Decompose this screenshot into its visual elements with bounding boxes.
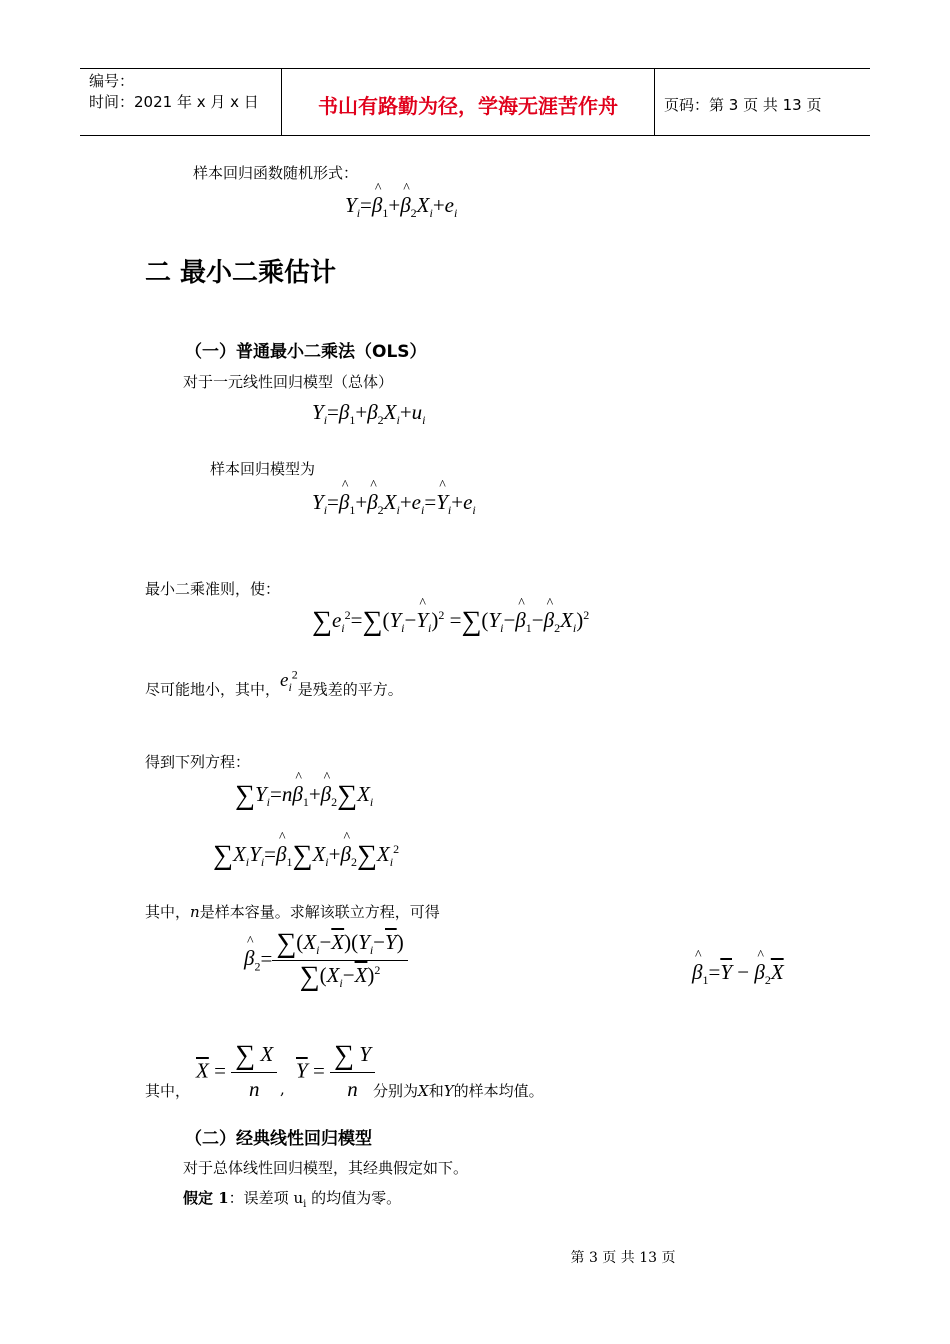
paragraph-small [145,668,403,703]
equation-mean-y: $\overline{Y}$ = $\frac{\sum Y}{n}$ [296,1040,375,1102]
means-and: 和 [428,1082,444,1100]
small-text-b: 是残差的平方。 [297,680,403,699]
equation-normal-1: $\sum Y_i=n\^{}$ $\beta_1+\^{}$ $\beta_2\sum X_i$ [235,780,373,812]
paragraph-where-n [145,901,440,922]
equation-sample-random: $Y_i=\^{}$ $\beta_1+\^{}$ $\beta_2X_i+e_i$ [345,193,457,221]
assumption-1 [183,1187,401,1210]
subsection-classic-title: （二）经典线性回归模型 [185,1129,372,1149]
paragraph-sample-model: 样本回归模型为 [210,460,316,478]
means-text-c: 的样本均值。 [453,1082,544,1100]
means-text-b: 分别为 [373,1082,419,1100]
paragraph-population: 对于一元线性回归模型（总体） [183,373,394,391]
assumption1-sub: i [303,1199,307,1210]
equation-sample-model: $Y_i=\^{}$ $\beta_1+\^{}$ $\beta_2X_i+e_i=\^{}$ $Y_i+e_i$ [312,490,476,518]
paragraph-classic: 对于总体线性回归模型，其经典假定如下。 [183,1159,469,1177]
subsection-ols-title: （一）普通最小二乘法（OLS） [185,342,427,362]
paragraph-criterion: 最小二乘准则，使： [145,580,281,598]
where-n-text-a: 其中， [145,903,191,921]
paragraph-sample-random: 样本回归函数随机形式： [193,164,359,182]
where-n-var: n [190,903,200,921]
header-bottom-rule [80,135,870,136]
header-divider-right [654,68,655,136]
where-n-text-b: 是样本容量。求解该联立方程，可得 [199,903,440,921]
equation-beta2: ^ $\beta_2=$ $\frac{\sum(X_i-\overline{X})(Y_i-\overline{Y})}{\sum(X_i-\overline{X})^2}$ [244,928,408,993]
footer-page: 第 3 页 共 13 页 [570,1250,676,1266]
equation-normal-2: $\sum X_iY_i=\^{}$ $\beta_1\sum X_i+\^{}$ $\beta_2\sum X_i^2$ [213,840,399,872]
assumption1-text: ：误差项 u [228,1189,304,1207]
equation-population: $Y_i=\beta_1+\beta_2X_i+u_i$ [312,400,426,428]
equation-least-squares: $\sum e_i^2=\sum(Y_i-\^{}$ $Y_i)^2$ $=\sum(Y_i-\^{}$ $\beta_1-\^{}$ $\beta_2X_i)^2$ [312,606,589,638]
serial-label: 编号： [89,72,135,90]
date-line: 时间：2021 年 x 月 x 日 [89,93,259,111]
header-top-rule [80,68,870,69]
equation-beta1: ^ $\beta_1=\overline{Y}$ − ^ $\beta_2\overline{X}$ [692,960,784,988]
header-motto: 书山有路勤为径，学海无涯苦作舟 [318,94,618,118]
paragraph-means [373,1080,544,1101]
paragraph-equations: 得到下列方程： [145,753,251,771]
section-title: 二 最小二乘估计 [145,258,337,288]
means-text-a: 其中， [145,1082,191,1100]
residual-squared-symbol: $e_i^2$ [280,668,298,695]
header-left-cell [89,71,259,113]
small-text-a: 尽可能地小，其中， [145,680,281,699]
assumption1-end: 的均值为零。 [306,1189,402,1207]
assumption1-label: 假定 1 [183,1189,229,1207]
means-comma: , [280,1080,285,1098]
means-var-y: Y [443,1082,454,1100]
equation-mean-x: $\overline{X}$ = $\frac{\sum X}{n}$ [196,1040,277,1102]
means-var-x: X [418,1082,429,1100]
header-page-info: 页码：第 3 页 共 13 页 [664,96,822,114]
